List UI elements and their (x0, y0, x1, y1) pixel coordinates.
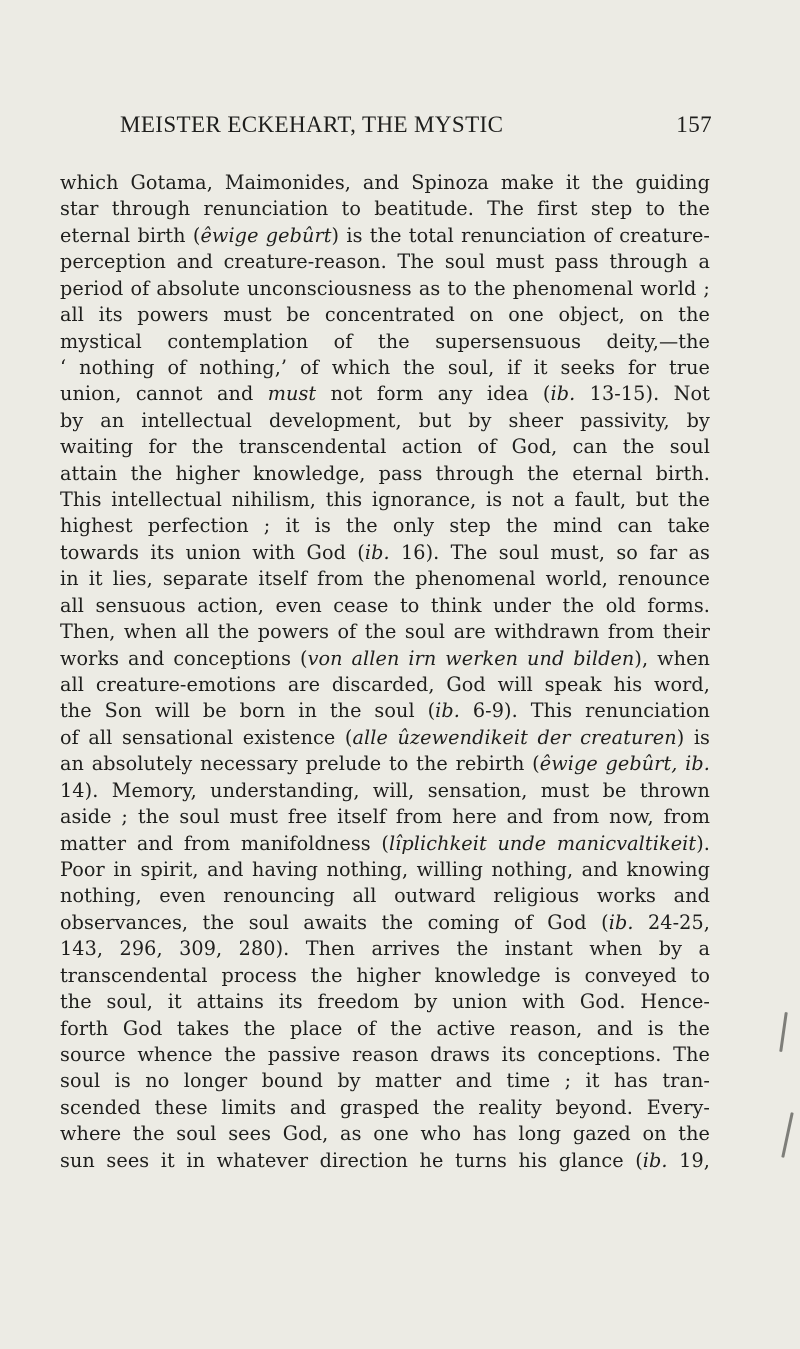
text-line: union, cannot and must not form any idea (ib. 13-15). Not (60, 382, 710, 406)
text-line: highest perfection ; it is the only step the mind can take (60, 514, 710, 538)
text-line: which Gotama, Maimonides, and Spinoza make it the guiding (60, 171, 710, 194)
text-line: mystical contemplation of the supersensuous deity,—the (60, 329, 710, 353)
text-line: This intellectual nihilism, this ignorance, is not a fault, but the (60, 488, 710, 512)
text-line: waiting for the transcendental action of God, can the soul (60, 435, 710, 459)
text-line: works and conceptions (von allen irn werken und bilden), when (60, 646, 710, 670)
margin-pencil-mark (779, 1012, 788, 1052)
text-line: period of absolute unconsciousness as to the phenomenal world ; (60, 276, 710, 300)
text-line: forth God takes the place of the active reason, and is the (60, 1016, 710, 1040)
text-line: of all sensational existence (alle ûzewendikeit der creaturen) is (60, 725, 710, 749)
text-line: Poor in spirit, and having nothing, willing nothing, and knowing (60, 857, 710, 881)
text-line: by an intellectual development, but by sheer passivity, by (60, 408, 710, 432)
text-line: transcendental process the higher knowledge is conveyed to (60, 963, 710, 987)
text-line: towards its union with God (ib. 16). The soul must, so far as (60, 540, 710, 564)
text-line: in it lies, separate itself from the phenomenal world, renounce (60, 567, 710, 591)
text-line: scended these limits and grasped the reality beyond. Every- (60, 1095, 710, 1119)
text-line: nothing, even renouncing all outward religious works and (60, 884, 710, 908)
text-line: attain the higher knowledge, pass through the eternal birth. (60, 461, 710, 485)
text-line: all its powers must be concentrated on one object, on the (60, 303, 710, 327)
text-line: all sensuous action, even cease to think under the old forms. (60, 593, 710, 617)
margin-pencil-mark (781, 1112, 793, 1158)
text-line: the soul, it attains its freedom by union with God. Hence- (60, 990, 710, 1014)
page-number: 157 (676, 112, 712, 137)
text-line: 14). Memory, understanding, will, sensation, must be thrown (60, 778, 710, 802)
running-title: MEISTER ECKEHART, THE MYSTIC (120, 112, 504, 137)
text-line: an absolutely necessary prelude to the rebirth (êwige gebûrt, ib. (60, 752, 710, 776)
text-line: eternal birth (êwige gebûrt) is the total renunciation of creature- (60, 223, 710, 247)
text-line: 143, 296, 309, 280). Then arrives the instant when by a (60, 937, 710, 961)
text-line: where the soul sees God, as one who has long gazed on the (60, 1122, 710, 1146)
text-line: Then, when all the powers of the soul are withdrawn from their (60, 620, 710, 644)
text-line: perception and creature-reason. The soul must pass through a (60, 250, 710, 274)
text-line: observances, the soul awaits the coming of God (ib. 24-25, (60, 910, 710, 934)
text-line: ‘ nothing of nothing,’ of which the soul, if it seeks for true (60, 355, 710, 379)
text-line: the Son will be born in the soul (ib. 6-9). This renunciation (60, 699, 710, 723)
running-head (120, 112, 712, 142)
text-line: aside ; the soul must free itself from here and from now, from (60, 805, 710, 829)
text-line: all creature-emotions are discarded, God will speak his word, (60, 673, 710, 697)
text-line: soul is no longer bound by matter and time ; it has tran- (60, 1069, 710, 1093)
text-line: matter and from manifoldness (lîplichkeit unde manicvaltikeit). (60, 831, 710, 855)
body-text (60, 170, 710, 1174)
text-line: source whence the passive reason draws its conceptions. The (60, 1042, 710, 1066)
text-line: star through renunciation to beatitude. The first step to the (60, 197, 710, 221)
text-line: sun sees it in whatever direction he turns his glance (ib. 19, (60, 1148, 710, 1172)
